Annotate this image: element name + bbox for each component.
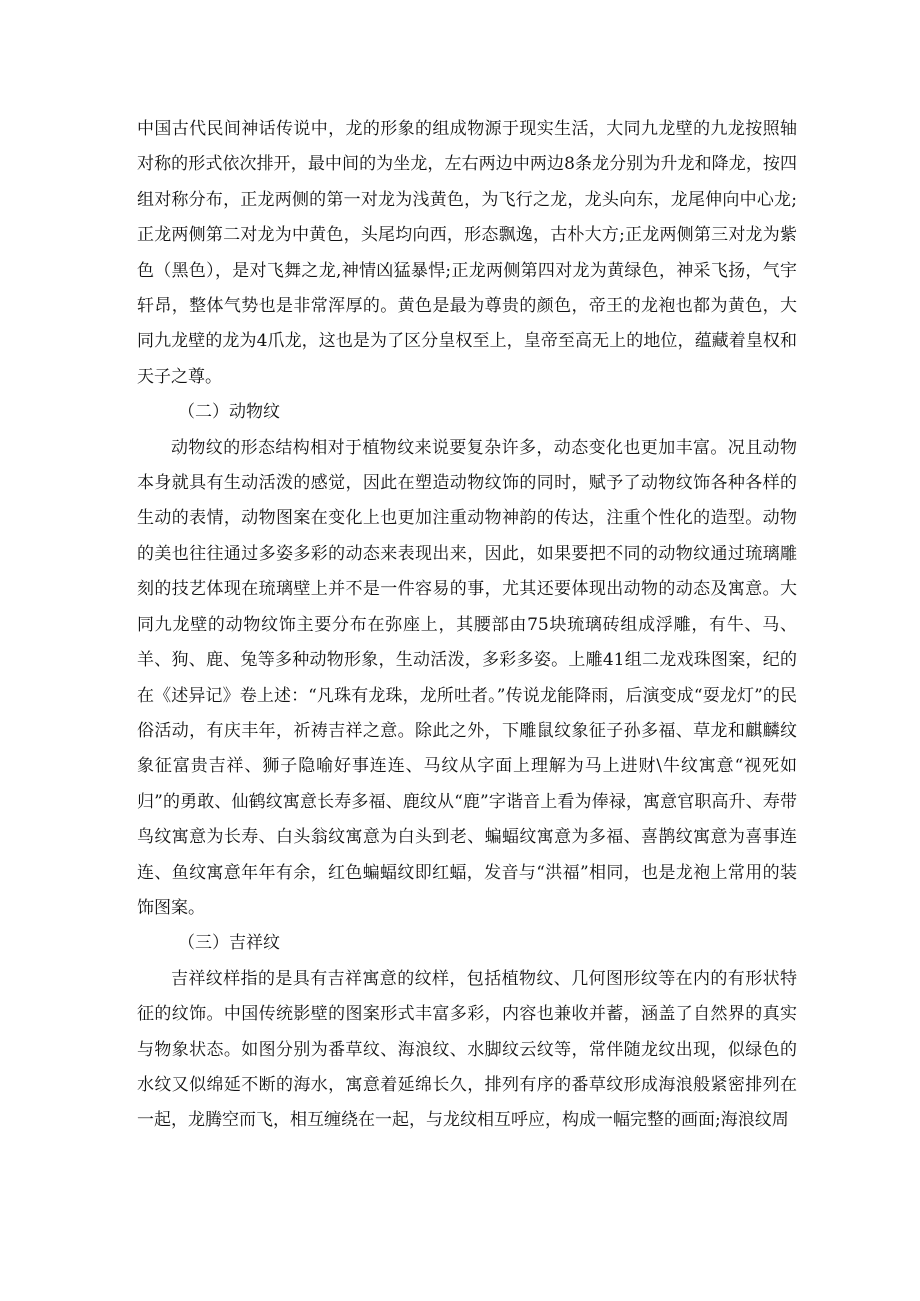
paragraph-auspicious-pattern: 吉祥纹样指的是具有吉祥寓意的纹样，包括植物纹、几何图形纹等在内的有形状特征的纹饰。中国传统影壁的图案形式丰富多彩，内容也兼收并蓄，涵盖了自然界的真实与物象状态。如图分别为番草纹、海浪纹、水脚纹云纹等，常伴随龙纹出现，似绿色的水纹又似绵延不断的海水，寓意着延绵长久，排列有序的番草纹形成海浪般紧密排列在一起，龙腾空而飞，相互缠绕在一起，与龙纹相互呼应，构成一幅完整的画面;海浪纹周 (137, 968, 797, 1131)
paragraph-animal-pattern: 动物纹的形态结构相对于植物纹来说要复杂许多，动态变化也更加丰富。况且动物本身就具有生动活泼的感觉，因此在塑造动物纹饰的同时，赋予了动物纹饰各种各样的生动的表情，动物图案在变化上也更加注重动物神韵的传达，注重个性化的造型。动物的美也往往通过多姿多彩的动态来表现出来，因此，如果要把不同的动物纹通过琉璃雕刻的技艺体现在琉璃壁上并不是一件容易的事，尤其还要体现出动物的动态及寓意。大同九龙壁的动物纹饰主要分布在弥座上，其腰部由75块琉璃砖组成浮雕，有牛、马、羊、狗、鹿、兔等多种动物形象，生动活泼，多彩多姿。上雕41组二龙戏珠图案，纪的在《述异记》卷上述：“凡珠有龙珠，龙所吐者。”传说龙能降雨，后演变成“耍龙灯”的民俗活动，有庆丰年，祈祷吉祥之意。除此之外，下雕鼠纹象征子孙多福、草龙和麒麟纹象征富贵吉祥、狮子隐喻好事连连、马纹从字面上理解为马上进财\牛纹寓意“视死如归”的勇敢、仙鹤纹寓意长寿多福、鹿纹从“鹿”字谐音上看为俸禄，寓意官职高升、寿带鸟纹寓意为长寿、白头翁纹寓意为白头到老、蝙蝠纹寓意为多福、喜鹊纹寓意为喜事连连、鱼纹寓意年年有余，红色蝙蝠纹即红蝠，发音与“洪福”相同，也是龙袍上常用的装饰图案。 (137, 437, 797, 918)
section-heading-animal-pattern: （二）动物纹 (178, 402, 280, 423)
section-heading-auspicious-pattern: （三）吉祥纹 (178, 933, 280, 954)
document-body (137, 112, 797, 1139)
paragraph-nine-dragons: 中国古代民间神话传说中，龙的形象的组成物源于现实生活，大同九龙壁的九龙按照轴对称的形式依次排开，最中间的为坐龙，左右两边中两边8条龙分别为升龙和降龙，按四组对称分布，正龙两侧的第一对龙为浅黄色，为飞行之龙，龙头向东，龙尾伸向中心龙;正龙两侧第二对龙为中黄色，头尾均向西，形态飘逸，古朴大方;正龙两侧第三对龙为紫色（黑色），是对飞舞之龙,神情凶猛暴悍;正龙两侧第四对龙为黄绿色，神采飞扬，气宇轩昂，整体气势也是非常浑厚的。黄色是最为尊贵的颜色，帝王的龙袍也都为黄色，大同九龙壁的龙为4爪龙，这也是为了区分皇权至上，皇帝至高无上的地位，蕴藏着皇权和天子之尊。 (137, 119, 797, 387)
